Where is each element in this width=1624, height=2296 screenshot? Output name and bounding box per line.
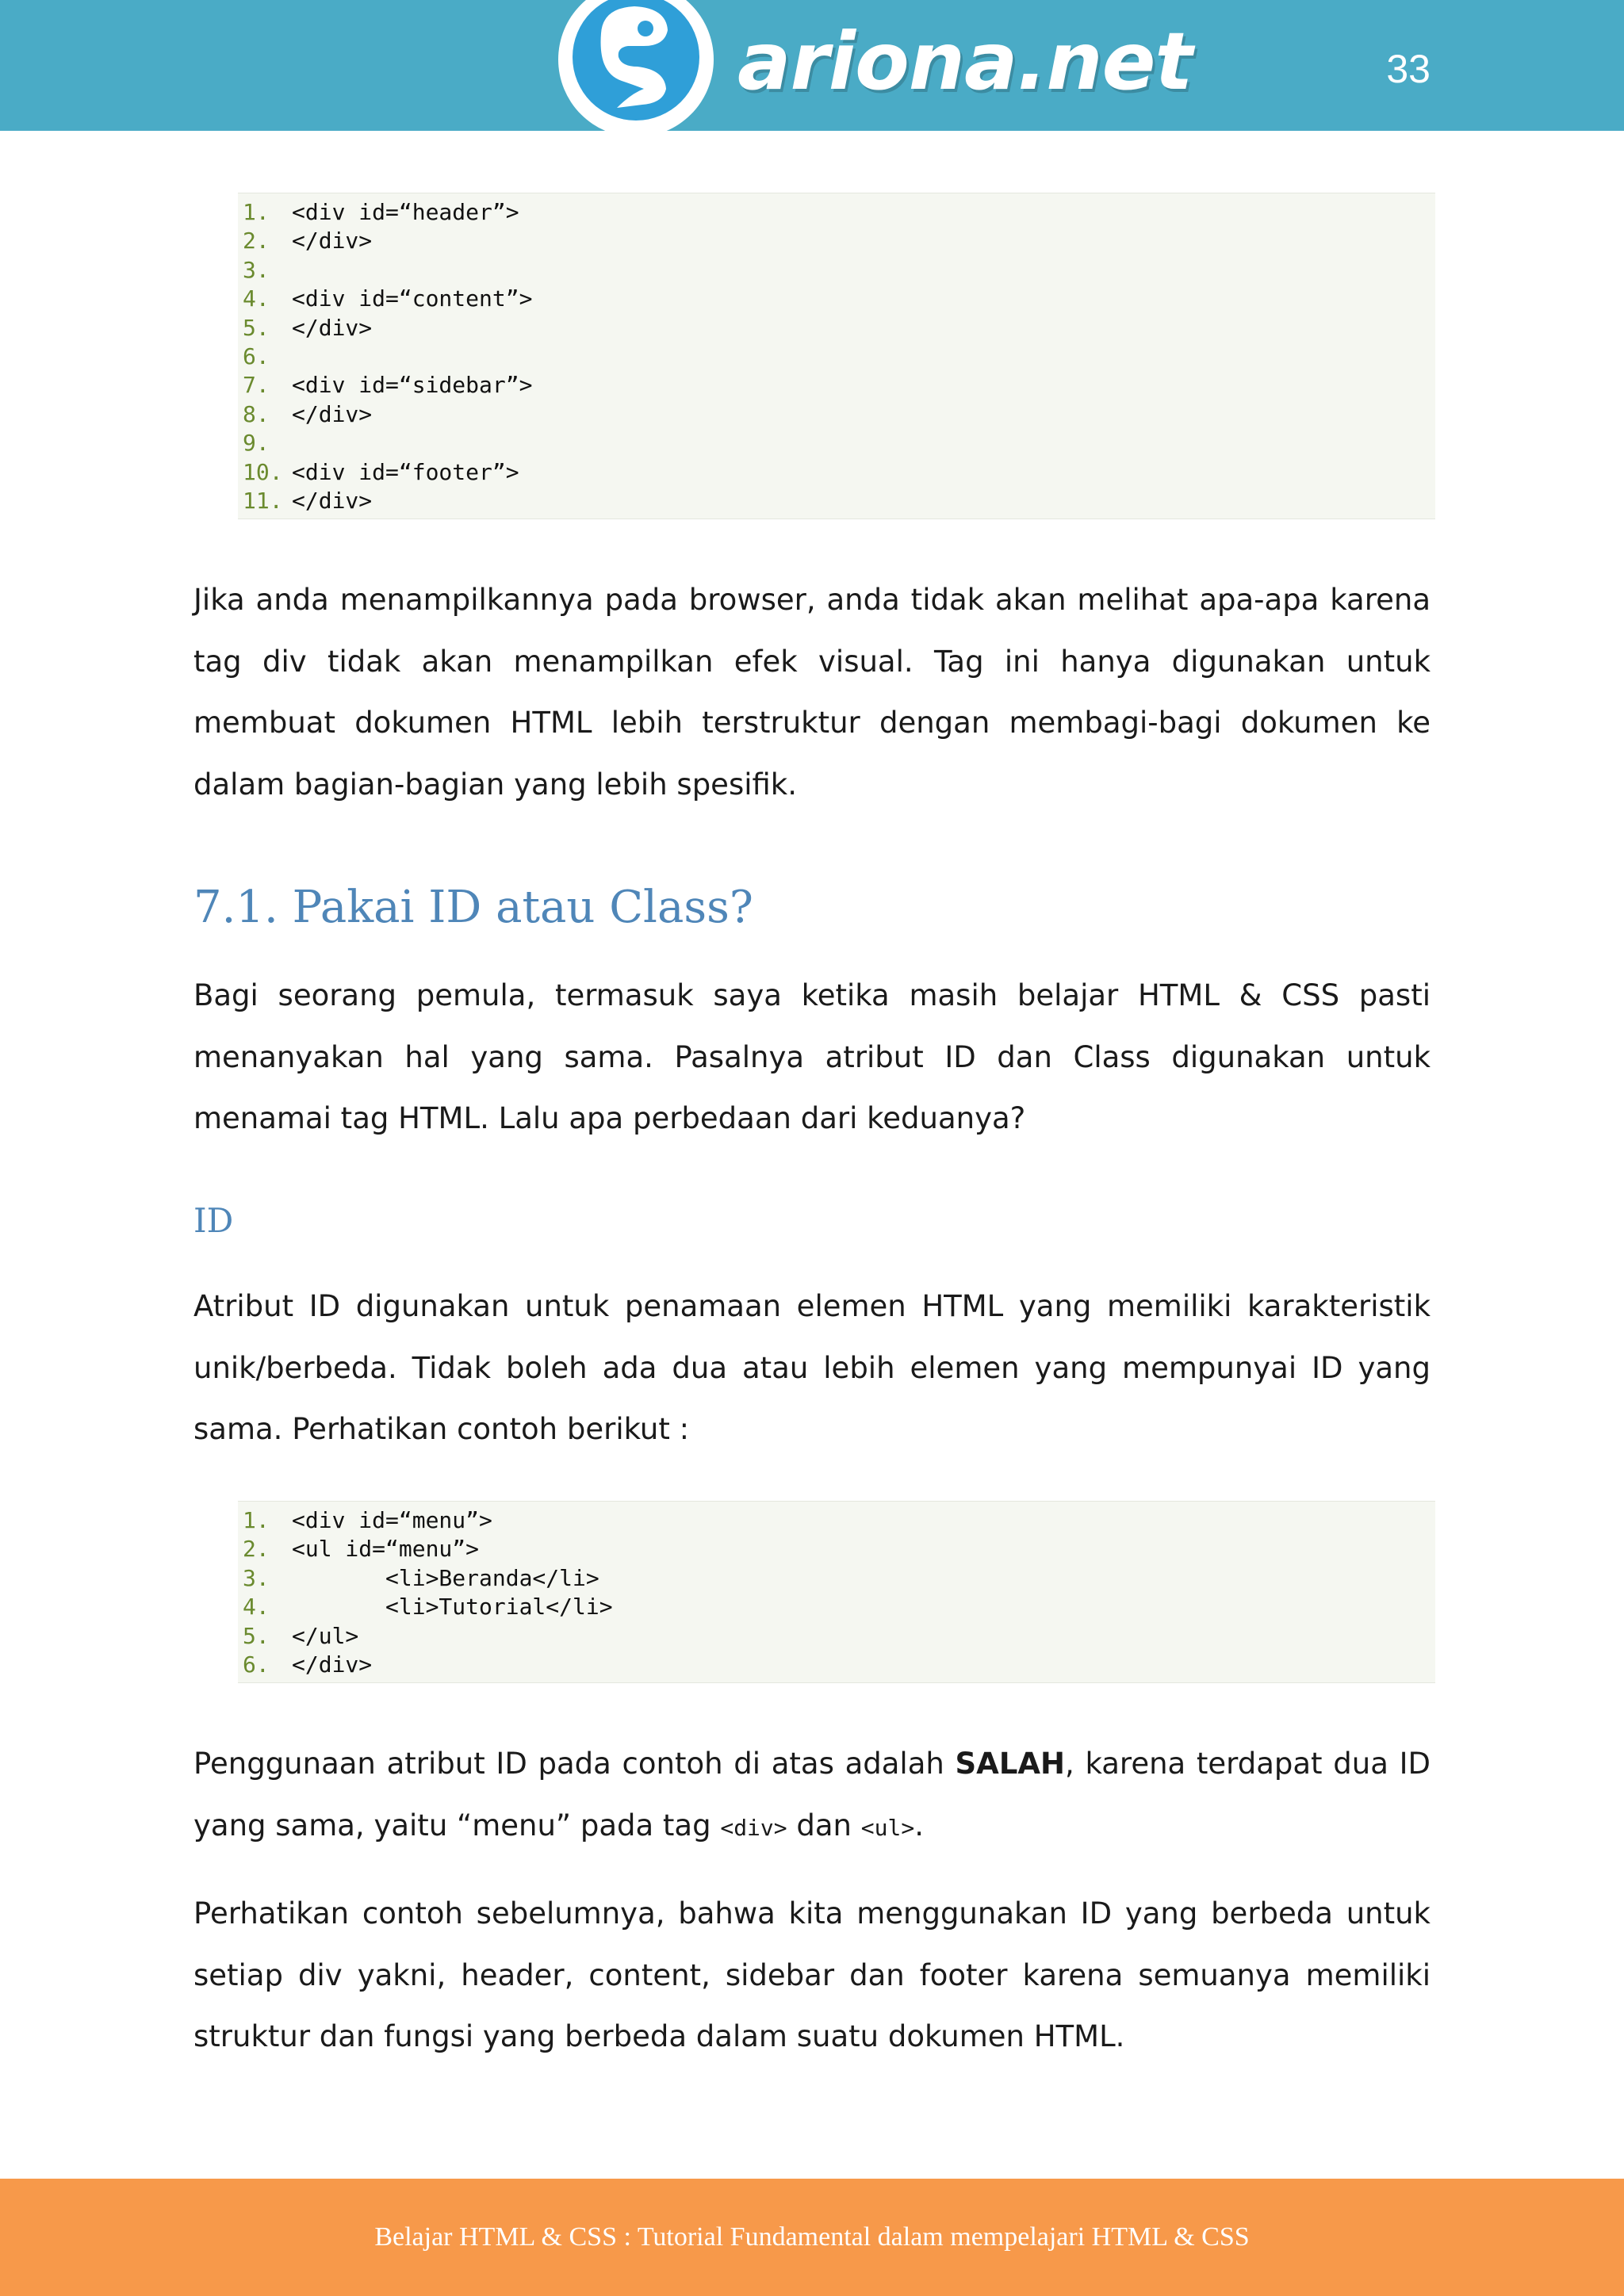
code-line xyxy=(238,1535,1435,1563)
line-number: 3. xyxy=(243,1564,270,1591)
bold-text: SALAH xyxy=(955,1747,1065,1781)
code-line xyxy=(238,371,1435,400)
line-number: 6. xyxy=(243,1651,270,1678)
code-text: <ul id=“menu”> xyxy=(292,1536,480,1563)
line-number: 5. xyxy=(243,314,270,341)
code-text: </div> xyxy=(292,1651,373,1678)
code-text: <div id=“content”> xyxy=(292,285,533,312)
line-number: 5. xyxy=(243,1622,270,1649)
line-number: 3. xyxy=(243,256,270,283)
inline-code: <ul> xyxy=(860,1814,915,1841)
body-paragraph: Bagi seorang pemula, termasuk saya ketika masih belajar HTML & CSS pasti menanyakan hal yang sama. Pasalnya atribut ID dan Class digunakan untuk menamai tag HTML. Lalu apa perbedaan dari keduanya? xyxy=(193,978,1431,1135)
line-number: 4. xyxy=(243,285,270,312)
code-line xyxy=(238,487,1435,515)
line-number: 9. xyxy=(243,430,270,457)
code-block xyxy=(238,1501,1435,1683)
inline-code: <div> xyxy=(720,1814,787,1841)
code-line xyxy=(238,1564,1435,1593)
code-text: <div id=“sidebar”> xyxy=(292,372,533,399)
section-heading: 7.1. Pakai ID atau Class? xyxy=(193,882,753,933)
body-paragraph xyxy=(193,1733,1431,1858)
line-number: 1. xyxy=(243,1507,270,1533)
code-text: <div id=“footer”> xyxy=(292,458,519,485)
code-line xyxy=(238,1593,1435,1621)
line-number: 10. xyxy=(243,458,283,485)
code-line xyxy=(238,198,1435,227)
text-span: . xyxy=(914,1808,924,1843)
line-number: 11. xyxy=(243,487,283,514)
body-paragraph: Atribut ID digunakan untuk penamaan elemen HTML yang memiliki karakteristik unik/berbeda. Tidak boleh ada dua atau lebih elemen yang mempunyai ID yang sama. Perhatikan contoh berikut : xyxy=(193,1289,1431,1446)
code-line xyxy=(238,1651,1435,1679)
code-line xyxy=(238,429,1435,457)
code-line xyxy=(238,342,1435,371)
code-line xyxy=(238,227,1435,255)
code-text: </div> xyxy=(292,400,373,427)
code-line xyxy=(238,256,1435,285)
code-text: <li>Beranda</li> xyxy=(292,1564,599,1591)
code-line xyxy=(238,1622,1435,1651)
logo-icon xyxy=(555,0,718,143)
page-number: 33 xyxy=(1386,47,1431,91)
body-paragraph: Perhatikan contoh sebelumnya, bahwa kita menggunakan ID yang berbeda untuk setiap div yakni, header, content, sidebar dan footer karena semuanya memiliki struktur dan fungsi yang berbeda dalam suatu dokumen HTML. xyxy=(193,1896,1431,2053)
text-span: Penggunaan atribut ID pada contoh di atas adalah xyxy=(193,1747,956,1781)
line-number: 8. xyxy=(243,400,270,427)
code-text: <div id=“header”> xyxy=(292,199,519,225)
line-number: 6. xyxy=(243,342,270,369)
logo-text: ariona.net xyxy=(737,15,1193,108)
line-number: 2. xyxy=(243,1536,270,1563)
code-text: <div id=“menu”> xyxy=(292,1507,492,1533)
code-line xyxy=(238,285,1435,313)
code-text: </div> xyxy=(292,487,373,514)
code-line xyxy=(238,1506,1435,1535)
text-span: , karena terdapat dua ID yang sama, yaitu “menu” pada tag xyxy=(193,1747,1431,1843)
page-footer xyxy=(0,2179,1624,2296)
code-text: <li>Tutorial</li> xyxy=(292,1594,613,1621)
page-header xyxy=(0,0,1624,131)
code-text: </ul> xyxy=(292,1622,359,1649)
line-number: 4. xyxy=(243,1594,270,1621)
line-number: 2. xyxy=(243,228,270,254)
subsection-heading: ID xyxy=(193,1201,234,1240)
code-text: </div> xyxy=(292,314,373,341)
line-number: 7. xyxy=(243,372,270,399)
footer-text: Belajar HTML & CSS : Tutorial Fundamental dalam mempelajari HTML & CSS xyxy=(374,2222,1250,2252)
line-number: 1. xyxy=(243,199,270,225)
code-line xyxy=(238,314,1435,342)
code-line xyxy=(238,458,1435,487)
code-line xyxy=(238,400,1435,429)
code-text: </div> xyxy=(292,228,373,254)
code-block xyxy=(238,193,1435,519)
text-span: dan xyxy=(787,1808,861,1843)
body-paragraph: Jika anda menampilkannya pada browser, anda tidak akan melihat apa-apa karena tag div tidak akan menampilkan efek visual. Tag ini hanya digunakan untuk membuat dokumen HTML lebih terstruktur dengan membagi-bagi dokumen ke dalam bagian-bagian yang lebih spesifik. xyxy=(193,583,1431,802)
